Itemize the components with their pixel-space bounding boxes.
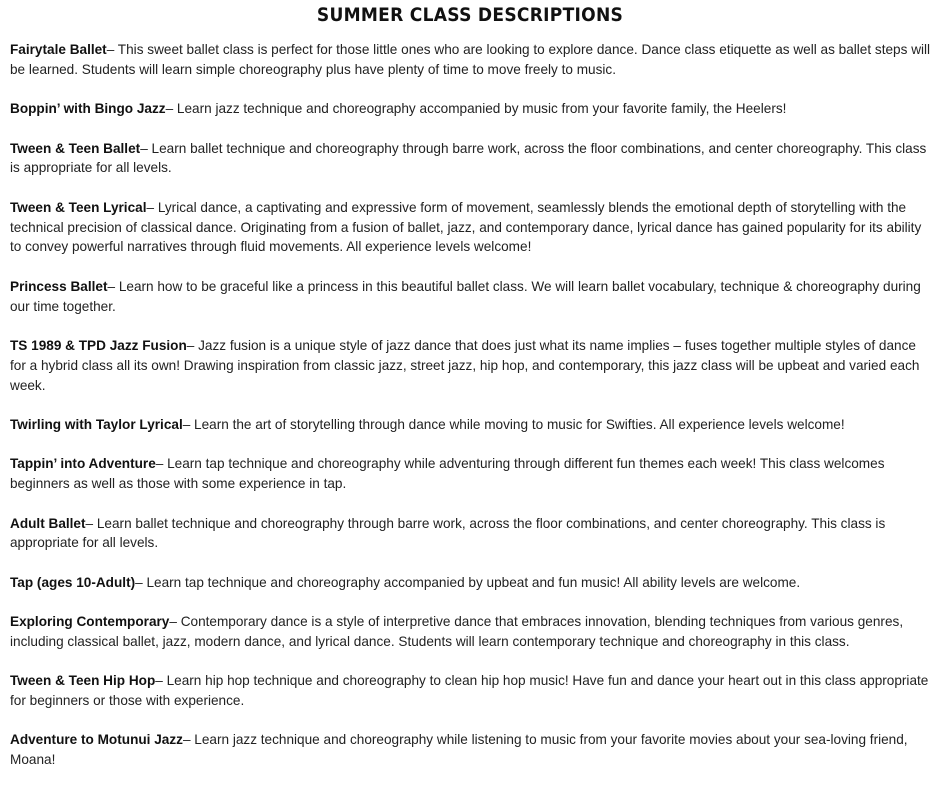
- class-name: Adult Ballet: [10, 515, 86, 531]
- class-name: Tween & Teen Hip Hop: [10, 673, 156, 689]
- class-text: – Learn ballet technique and choreography through barre work, across the floor combinations, and center choreography. This class is appropriate for all levels.: [10, 140, 927, 176]
- class-name: Boppin’ with Bingo Jazz: [10, 101, 166, 117]
- class-description-tap-adult: [10, 573, 932, 593]
- class-description-tween-teen-lyrical: [10, 198, 932, 257]
- class-name: Fairytale Ballet: [10, 42, 107, 57]
- class-description-tween-teen-hip-hop: [10, 671, 932, 711]
- class-text: – Jazz fusion is a unique style of jazz dance that does just what its name implies – fuses together multiple styles of dance for a hybrid class all its own! Drawing inspiration from classic jazz, street jazz, hip hop, and contemporary, this jazz class will be upbeat and varied each week.: [10, 337, 920, 393]
- class-text: – Lyrical dance, a captivating and expressive form of movement, seamlessly blends the emotional depth of storytelling with the technical precision of classical dance. Originating from a fusion of ballet, jazz, and contemporary dance, lyrical dance has gained popularity for its ability to convey powerful narratives through fluid movements. All experience levels welcome!: [10, 199, 922, 255]
- class-text: – Learn how to be graceful like a princess in this beautiful ballet class. We will learn ballet vocabulary, technique & choreography during our time together.: [10, 278, 921, 314]
- class-name: Princess Ballet: [10, 278, 108, 294]
- class-name: Tween & Teen Lyrical: [10, 199, 147, 215]
- class-text: – Contemporary dance is a style of interpretive dance that embraces innovation, blending techniques from various genres, including classical ballet, jazz, modern dance, and lyrical dance. Students will learn contemporary technique and choreography in this class.: [10, 614, 904, 649]
- class-text: – Learn hip hop technique and choreography to clean hip hop music! Have fun and dance your heart out in this class appropriate for beginners or those with experience.: [10, 673, 929, 709]
- class-description-princess-ballet: [10, 277, 932, 317]
- class-description-twirling-taylor-lyrical: [10, 415, 932, 435]
- class-name: Twirling with Taylor Lyrical: [10, 416, 183, 432]
- class-description-adult-ballet: [10, 514, 932, 554]
- class-text: – Learn the art of storytelling through dance while moving to music for Swifties. All experience levels welcome!: [182, 416, 845, 432]
- class-name: Adventure to Motunui Jazz: [10, 732, 183, 748]
- class-description-tappin-adventure: [10, 454, 932, 494]
- class-description-tween-teen-ballet: [10, 139, 932, 179]
- class-name: TS 1989 & TPD Jazz Fusion: [10, 337, 187, 353]
- class-name: Exploring Contemporary: [10, 614, 170, 630]
- class-name: Tappin’ into Adventure: [10, 456, 156, 472]
- class-text: – Learn jazz technique and choreography accompanied by music from your favorite family, the Heelers!: [165, 101, 787, 117]
- class-description-motunui-jazz: [10, 730, 932, 770]
- class-text: – Learn ballet technique and choreography through barre work, across the floor combinations, and center choreography. This class is appropriate for all levels.: [10, 515, 886, 551]
- class-description-boppin-bingo-jazz: [10, 99, 932, 119]
- class-text: – Learn tap technique and choreography while adventuring through different fun themes each week! This class welcomes beginners as well as those with some experience in tap.: [10, 456, 885, 492]
- class-description-fairytale-ballet: [10, 40, 932, 80]
- page-title: SUMMER CLASS DESCRIPTIONS: [316, 4, 624, 26]
- class-name: Tween & Teen Ballet: [10, 140, 141, 156]
- class-text: – This sweet ballet class is perfect for those little ones who are looking to explore dance. Dance class etiquette as well as ballet steps will be learned. Students will learn simple choreography plus have plenty of time to move freely to music.: [10, 42, 931, 77]
- class-name: Tap (ages 10-Adult): [10, 574, 136, 590]
- class-text: – Learn jazz technique and choreography while listening to music from your favorite movies about your sea-loving friend, Moana!: [10, 732, 908, 768]
- class-description-exploring-contemporary: [10, 612, 932, 652]
- class-description-ts1989-jazz-fusion: [10, 336, 932, 395]
- class-descriptions-list: [10, 40, 932, 770]
- class-text: – Learn tap technique and choreography accompanied by upbeat and fun music! All ability levels are welcome.: [135, 574, 801, 590]
